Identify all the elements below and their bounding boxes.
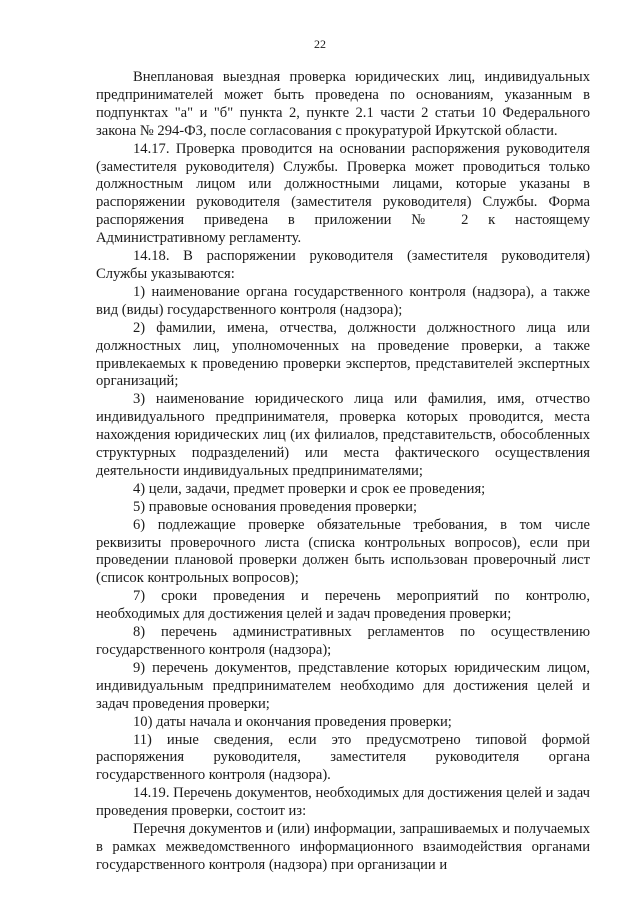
list-item-9: 9) перечень документов, представление которых юридическим лицом, индивидуальным предпринимателем необходимо для достижения целей и задач проведения проверки;: [96, 659, 590, 712]
paragraph-14-19: 14.19. Перечень документов, необходимых для достижения целей и задач проведения проверки, состоит из:: [96, 785, 590, 820]
list-item-10: 10) даты начала и окончания проведения проверки;: [133, 713, 452, 730]
list-item-2: 2) фамилии, имена, отчества, должности должностного лица или должностных лиц, уполномоченных на проведение проверки, а также привлекаемых к проведению проверки экспертов, представителей экспертных организаций;: [96, 319, 590, 390]
paragraph-14-18: 14.18. В распоряжении руководителя (заместителя руководителя) Службы указываются:: [96, 248, 590, 282]
paragraph-14-17: 14.17. Проверка проводится на основании распоряжения руководителя (заместителя руководителя) Службы. Проверка может проводиться только должностным лицом или должностными лицами, которые указаны в распоряжении руководителя (заместителя руководителя) Службы. Форма распоряжения приведена в приложении № 2 к настоящему Административному регламенту.: [96, 140, 590, 247]
list-item-3: 3) наименование юридического лица или фамилия, имя, отчество индивидуального предпринимателя, проверка которых проводится, места нахождения юридических лиц (их филиалов, представительств, обособленных структурных подразделений) или места фактического осуществления деятельности индивидуальных предпринимателями;: [96, 391, 590, 479]
list-item-7: 7) сроки проведения и перечень мероприятий по контролю, необходимых для достижения целей и задач проведения проверки;: [96, 588, 590, 623]
page-number: 22: [314, 37, 326, 51]
list-item-11: 11) иные сведения, если это предусмотрено типовой формой распоряжения руководителя, заместителя руководителя органа государственного контроля (надзора).: [96, 731, 590, 784]
paragraph-unscheduled-inspection: Внеплановая выездная проверка юридических лиц, индивидуальных предпринимателей может быть проведена по основаниям, указанным в подпунктах "а" и "б" пункта 2, пункте 2.1 части 2 статьи 10 Федерального закона № 294-ФЗ, после согласования с прокуратурой Иркутской области.: [96, 69, 590, 139]
paragraph-document-list: Перечня документов и (или) информации, запрашиваемых и получаемых в рамках межведомственного информационного взаимодействия органами государственного контроля (надзора) при организации и: [96, 821, 590, 873]
list-item-6: 6) подлежащие проверке обязательные требования, в том числе реквизиты проверочного листа (списка контрольных вопросов), если при проведении плановой проверки должен быть использован проверочный лист (список контрольных вопросов);: [96, 516, 590, 587]
list-item-8: 8) перечень административных регламентов по осуществлению государственного контроля (надзора);: [96, 624, 590, 658]
list-item-4: 4) цели, задачи, предмет проверки и срок ее проведения;: [133, 480, 486, 497]
document-body: [96, 69, 590, 875]
list-item-5: 5) правовые основания проведения проверки;: [133, 498, 418, 515]
list-item-1: 1) наименование органа государственного контроля (надзора), а также вид (виды) государственного контроля (надзора);: [96, 283, 590, 318]
